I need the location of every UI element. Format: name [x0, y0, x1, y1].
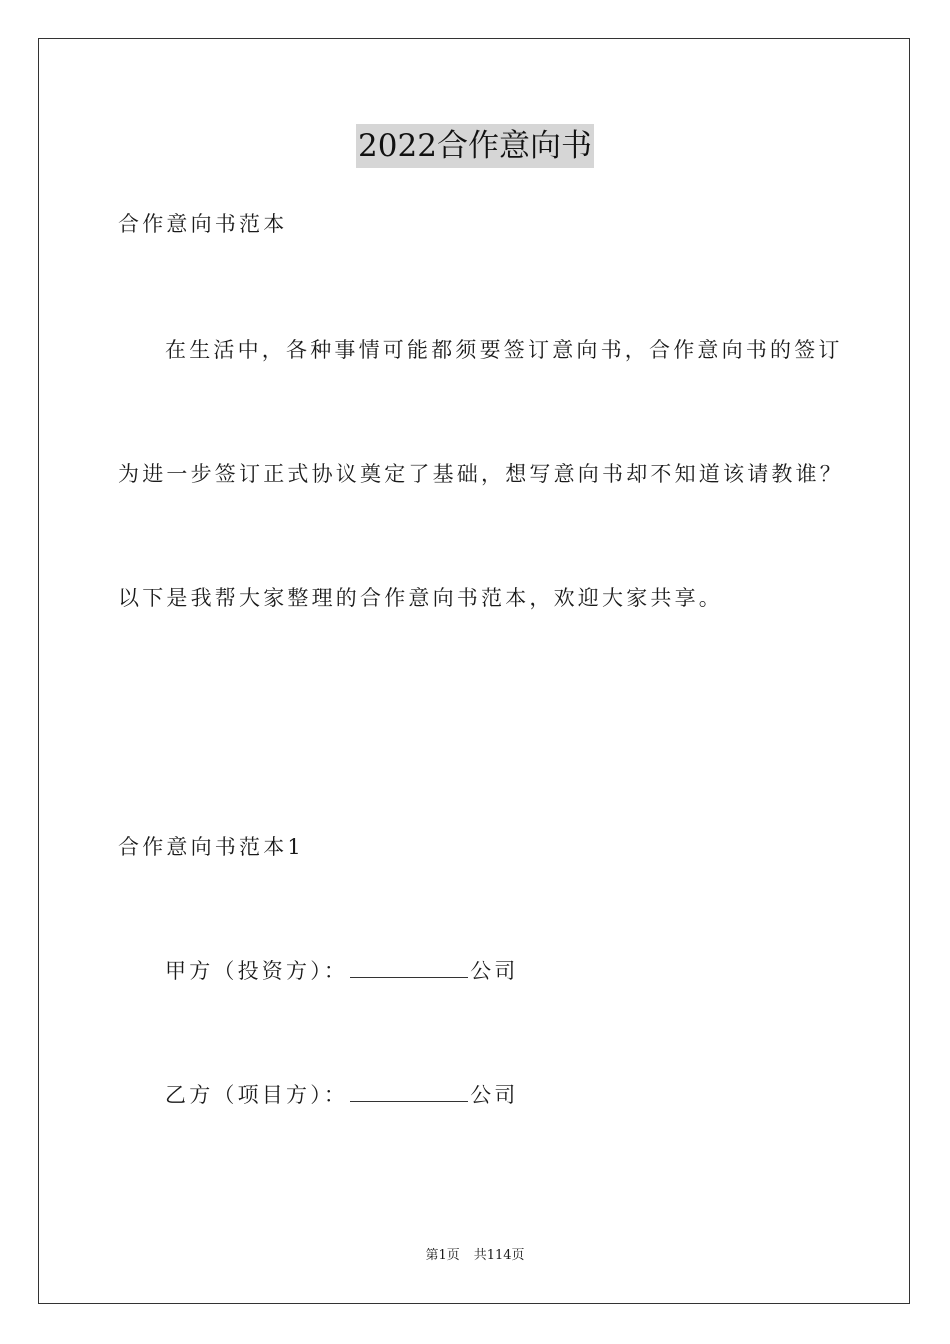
party-b-blank-field[interactable]	[350, 1081, 468, 1102]
page-total: 共114页	[473, 1248, 525, 1263]
party-b-label: 乙方（项目方）：	[165, 1083, 349, 1107]
party-b-line	[165, 1080, 519, 1110]
page-number: 第1页	[425, 1248, 460, 1263]
document-subtitle: 合作意向书范本	[118, 212, 288, 236]
party-a-line	[165, 956, 519, 986]
party-a-label: 甲方（投资方）：	[165, 959, 349, 983]
party-a-suffix: 公司	[470, 959, 519, 983]
page-footer	[0, 1247, 950, 1265]
paragraph-line-3: 以下是我帮大家整理的合作意向书范本，欢迎大家共享。	[118, 586, 723, 610]
section-heading: 合作意向书范本1	[118, 835, 304, 859]
paragraph-line-2: 为进一步签订正式协议奠定了基础，想写意向书却不知道该请教谁？	[118, 462, 844, 486]
party-a-blank-field[interactable]	[350, 957, 468, 978]
title-container	[0, 124, 950, 168]
document-title: 2022合作意向书	[356, 124, 594, 168]
paragraph-line-1: 在生活中，各种事情可能都须要签订意向书，合作意向书的签订	[165, 338, 843, 362]
party-b-suffix: 公司	[470, 1083, 519, 1107]
